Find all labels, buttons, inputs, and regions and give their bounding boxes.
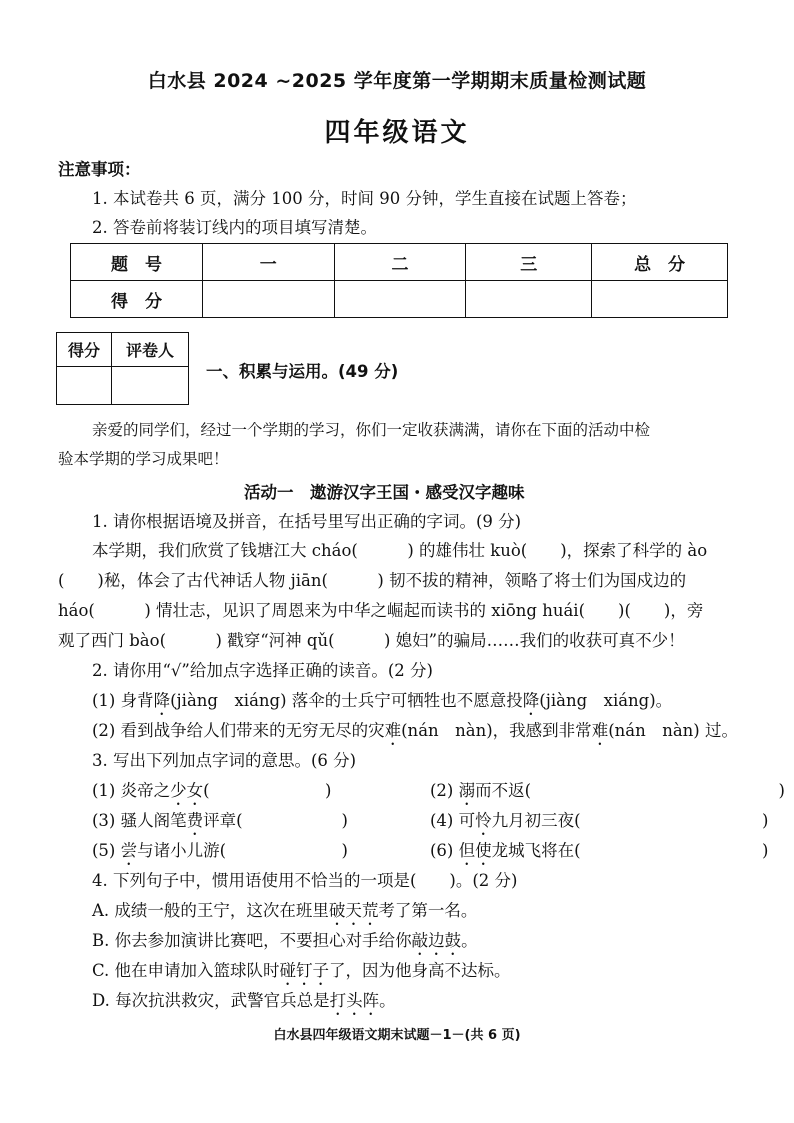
- q3-item-5-blank[interactable]: 与诸小儿游( ): [137, 841, 348, 860]
- q3-item-6-dotted: 但使: [458, 841, 492, 860]
- grader-name-cell[interactable]: [112, 367, 189, 405]
- section-1-intro-line-2: 验本学期的学习成果吧！: [58, 450, 229, 468]
- q3-item-1[interactable]: [92, 777, 332, 809]
- q3-item-1-dotted: 少女: [170, 781, 204, 800]
- q2-s1-text: (1) 身背: [92, 691, 154, 710]
- q3-item-2-text: (2): [430, 781, 459, 800]
- grader-name-label: 评卷人: [112, 333, 189, 367]
- exam-title: 白水县 2024 ~2025 学年度第一学期期末质量检测试题: [147, 70, 647, 92]
- q3-item-1-text: (1) 炎帝之: [92, 781, 171, 800]
- q2-s1-options-2[interactable]: (jiàng xiáng)。: [539, 691, 673, 710]
- q4-option-b[interactable]: [92, 927, 478, 959]
- q2-s2-text: (2) 看到战争给人们带来的无穷无尽的灾: [92, 721, 385, 740]
- q4-option-d-dotted: 打头阵: [329, 991, 380, 1010]
- q4-option-d-end: 。: [379, 991, 396, 1010]
- q3-item-4-dotted: 怜: [475, 811, 492, 830]
- q3-item-3-blank[interactable]: 评章( ): [203, 811, 348, 830]
- q3-item-3-text: (3) 骚人阁笔: [92, 811, 187, 830]
- q4-option-a-dotted: 破天荒: [328, 901, 379, 920]
- q3-item-3-dotted: 费: [186, 811, 204, 830]
- q2-sentence-1: [92, 687, 672, 719]
- q3-stem: 3. 写出下列加点字词的意思。(6 分): [92, 751, 357, 770]
- q1-line-3: háo( ) 情壮志，见识了周恩来为中华之崛起而读书的 xiōng huái( )( )，旁: [58, 601, 704, 620]
- q3-item-5-text: (5): [92, 841, 121, 860]
- section-1-intro-line-1: 亲爱的同学们，经过一个学期的学习，你们一定收获满满，请你在下面的活动中检: [92, 421, 651, 439]
- q1-line-2: ( )秘，体会了古代神话人物 jiān( ) 韧不拔的精神，领略了将士们为国戍边的: [58, 571, 687, 590]
- q3-item-1-blank[interactable]: ( ): [203, 781, 332, 800]
- notice-heading: 注意事项：: [58, 160, 141, 179]
- grader-score-label: 得分: [57, 333, 112, 367]
- q2-s2-dotted-char: 难: [384, 721, 402, 740]
- score-cell-total[interactable]: [592, 281, 728, 318]
- notice-item-2: 2. 答卷前将装订线内的项目填写清楚。: [92, 218, 377, 237]
- grader-box: [56, 332, 189, 405]
- q4-option-c[interactable]: [92, 957, 511, 989]
- q2-sentence-2: [92, 717, 738, 749]
- q4-option-c-dotted: 碰钉子: [279, 961, 330, 980]
- score-cell-1[interactable]: [202, 281, 334, 318]
- q4-option-a-end: 考了第一名。: [378, 901, 478, 920]
- score-table-header-1: 一: [202, 244, 334, 281]
- score-table-header-2: 二: [334, 244, 466, 281]
- q4-option-a[interactable]: [92, 897, 477, 929]
- score-table-header-number: 题 号: [71, 244, 203, 281]
- q3-item-2[interactable]: [430, 777, 785, 809]
- q3-item-5[interactable]: [92, 837, 348, 869]
- q4-option-d[interactable]: [92, 987, 396, 1019]
- q4-option-a-text: A. 成绩一般的王宁，这次在班里: [92, 901, 329, 920]
- q2-s1-options[interactable]: (jiàng xiáng) 落伞的士兵宁可牺牲也不愿意投: [170, 691, 523, 710]
- q4-option-c-end: 了，因为他身高不达标。: [329, 961, 511, 980]
- activity-1-heading: 活动一 遨游汉字王国・感受汉字趣味: [244, 483, 525, 502]
- q1-stem: 1. 请你根据语境及拼音，在括号里写出正确的字词。(9 分): [92, 512, 522, 531]
- q4-option-b-end: 。: [461, 931, 478, 950]
- q2-s1-dotted-char: 降: [153, 691, 171, 710]
- q3-item-6-blank[interactable]: 龙城飞将在( ): [491, 841, 769, 860]
- q2-s2-options-2[interactable]: (nán nàn) 过。: [608, 721, 738, 740]
- q3-item-4[interactable]: [430, 807, 769, 839]
- section-1-heading: 一、积累与运用。(49 分): [206, 362, 399, 381]
- score-table-header-total: 总 分: [592, 244, 728, 281]
- q4-stem: 4. 下列句子中，惯用语使用不恰当的一项是( )。(2 分): [92, 871, 518, 890]
- score-table-label-score: 得 分: [71, 281, 203, 318]
- q4-option-b-text: B. 你去参加演讲比赛吧，不要担心对手给你: [92, 931, 412, 950]
- q3-item-4-text: (4) 可: [430, 811, 476, 830]
- q3-item-2-dotted: 溺: [458, 781, 476, 800]
- score-table-header-3: 三: [466, 244, 592, 281]
- q3-item-2-blank[interactable]: 而不返( ): [475, 781, 785, 800]
- exam-subtitle: 四年级语文: [324, 118, 470, 148]
- q1-line-4: 观了西门 bào( ) 戳穿“河神 qǔ( ) 媳妇”的骗局……我们的收获可真不少！: [58, 631, 685, 650]
- q3-item-3[interactable]: [92, 807, 348, 839]
- q3-item-6-text: (6): [430, 841, 459, 860]
- q4-option-b-dotted: 敲边鼓: [411, 931, 462, 950]
- q4-option-d-text: D. 每次抗洪救灾，武警官兵总是: [92, 991, 330, 1010]
- q3-item-4-blank[interactable]: 九月初三夜( ): [491, 811, 769, 830]
- q1-line-1: 本学期，我们欣赏了钱塘江大 cháo( ) 的雄伟壮 kuò( )，探索了科学的 ào: [92, 541, 708, 560]
- grader-score-cell[interactable]: [57, 367, 112, 405]
- q3-item-5-dotted: 尝: [120, 841, 138, 860]
- q3-item-6[interactable]: [430, 837, 769, 869]
- notice-item-1: 1. 本试卷共 6 页，满分 100 分，时间 90 分钟，学生直接在试题上答卷；: [92, 189, 637, 208]
- q2-stem: 2. 请你用“√”给加点字选择正确的读音。(2 分): [92, 661, 433, 680]
- q2-s2-options[interactable]: (nán nàn)，我感到非常: [401, 721, 592, 740]
- score-cell-3[interactable]: [466, 281, 592, 318]
- page-footer: 白水县四年级语文期末试题－1－(共 6 页): [273, 1028, 521, 1043]
- q2-s1-dotted-char-2: 降: [522, 691, 540, 710]
- score-cell-2[interactable]: [334, 281, 466, 318]
- q2-s2-dotted-char-2: 难: [591, 721, 609, 740]
- score-table: [70, 243, 728, 318]
- q4-option-c-text: C. 他在申请加入篮球队时: [92, 961, 280, 980]
